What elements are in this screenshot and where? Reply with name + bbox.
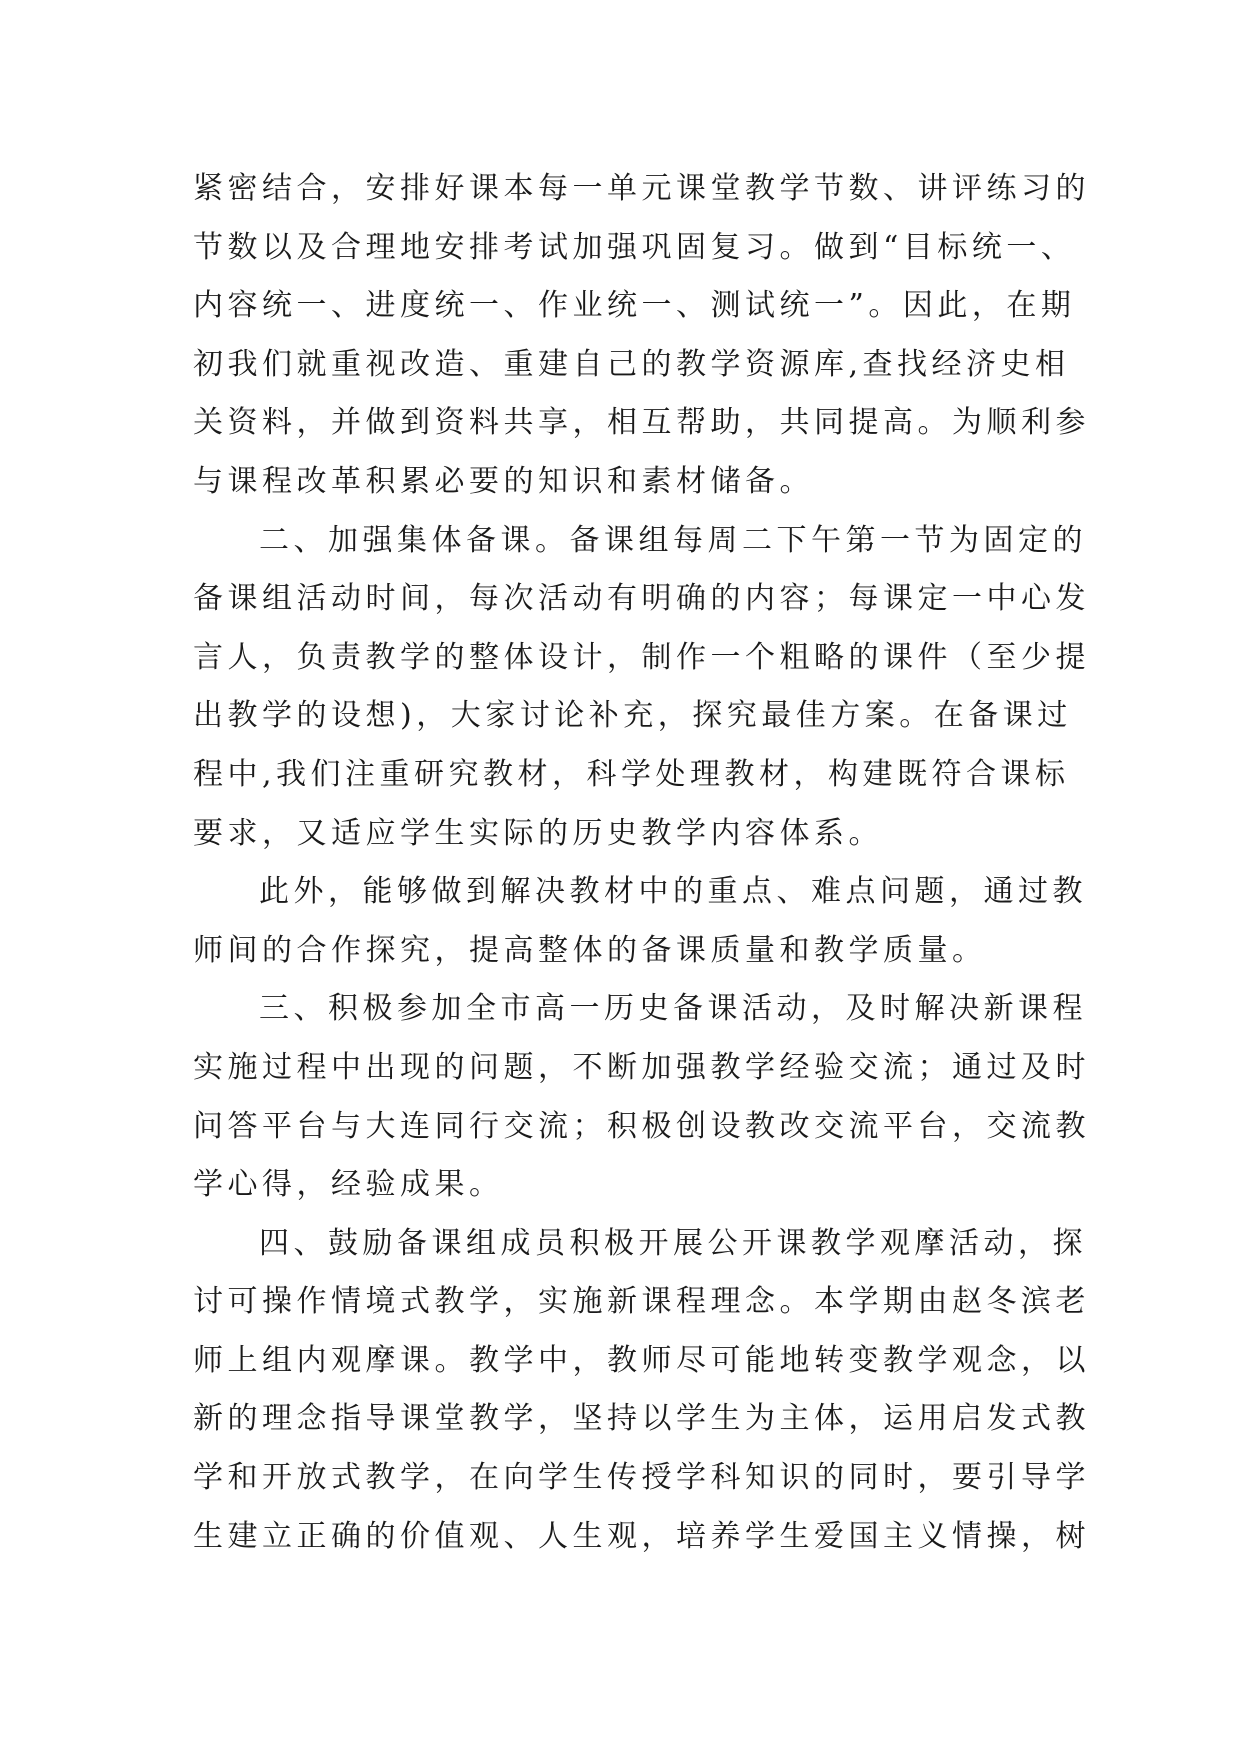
document-body bbox=[193, 160, 1093, 1566]
text-line: 生建立正确的价值观、人生观，培养学生爱国主义情操，树 bbox=[193, 1518, 1090, 1554]
text-line: 师间的合作探究，提高整体的备课质量和教学质量。 bbox=[193, 932, 987, 968]
text-line: 紧密结合，安排好课本每一单元课堂教学节数、讲评练习的 bbox=[193, 171, 1090, 206]
text-line: 新的理念指导课堂教学，坚持以学生为主体，运用启发式教 bbox=[193, 1401, 1090, 1437]
text-line: 学和开放式教学，在向学生传授学科知识的同时，要引导学 bbox=[193, 1460, 1090, 1496]
text-line: 学心得，经验成果。 bbox=[193, 1167, 504, 1203]
text-line: 问答平台与大连同行交流；积极创设教改交流平台，交流教 bbox=[193, 1108, 1090, 1144]
text-line: 节数以及合理地安排考试加强巩固复习。做到“目标统一、 bbox=[193, 229, 1076, 265]
text-line: 备课组活动时间，每次活动有明确的内容；每课定一中心发 bbox=[193, 581, 1090, 617]
text-line: 言人，负责教学的整体设计，制作一个粗略的课件（至少提 bbox=[193, 639, 1090, 675]
text-line: 程中,我们注重研究教材，科学处理教材，构建既符合课标 bbox=[193, 756, 1070, 792]
text-line: 关资料，并做到资料共享，相互帮助，共同提高。为顺利参 bbox=[193, 405, 1090, 441]
paragraph-start-line: 三、积极参加全市高一历史备课活动，及时解决新课程 bbox=[259, 991, 1087, 1027]
text-line: 要求，又适应学生实际的历史教学内容体系。 bbox=[193, 815, 883, 851]
paragraph-start-line: 此外，能够做到解决教材中的重点、难点问题，通过教 bbox=[259, 874, 1087, 910]
text-line: 与课程改革积累必要的知识和素材储备。 bbox=[193, 463, 814, 499]
text-line: 内容统一、进度统一、作业统一、测试统一”。因此，在期 bbox=[193, 288, 1076, 324]
text-line: 讨可操作情境式教学，实施新课程理念。本学期由赵冬滨老 bbox=[193, 1284, 1090, 1320]
paragraph-start-line: 二、加强集体备课。备课组每周二下午第一节为固定的 bbox=[259, 522, 1087, 558]
text-line: 师上组内观摩课。教学中，教师尽可能地转变教学观念，以 bbox=[193, 1342, 1090, 1378]
paragraph-start-line: 四、鼓励备课组成员积极开展公开课教学观摩活动，探 bbox=[259, 1225, 1087, 1261]
text-line: 初我们就重视改造、重建自己的教学资源库,查找经济史相 bbox=[193, 346, 1070, 382]
text-line: 出教学的设想)，大家讨论补充，探究最佳方案。在备课过 bbox=[193, 698, 1072, 734]
text-line: 实施过程中出现的问题，不断加强教学经验交流；通过及时 bbox=[193, 1049, 1090, 1085]
